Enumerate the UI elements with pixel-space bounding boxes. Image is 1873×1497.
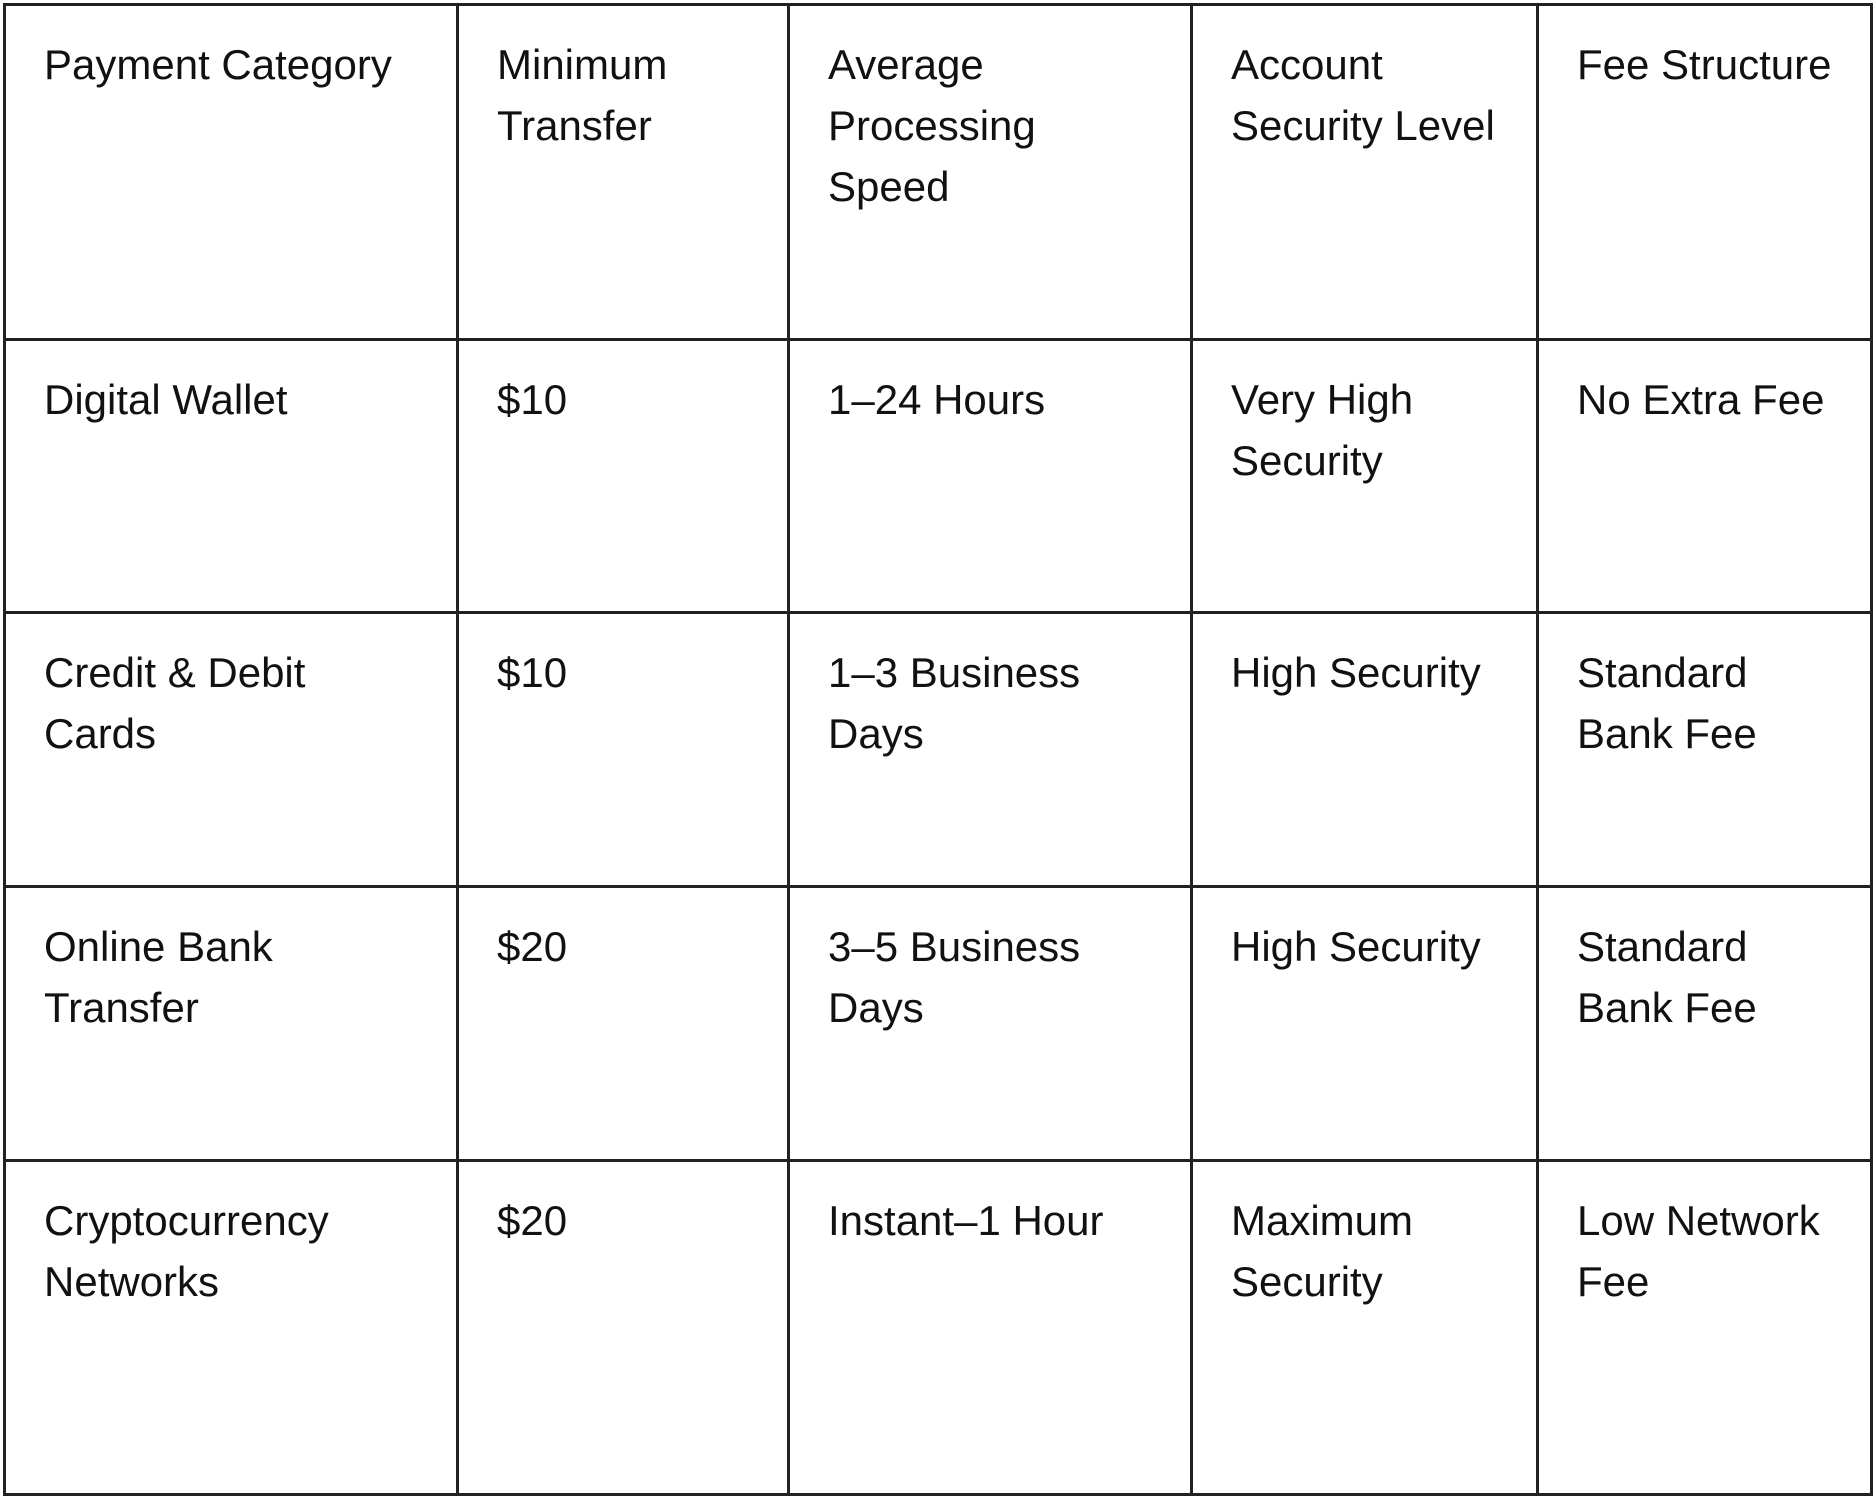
cell-security-level: Maximum Security <box>1192 1161 1538 1495</box>
header-fee-structure: Fee Structure <box>1538 5 1872 340</box>
cell-fee-structure: Standard Bank Fee <box>1538 887 1872 1161</box>
header-average-processing-speed: Average Processing Speed <box>789 5 1192 340</box>
cell-processing-speed: 1–3 Business Days <box>789 613 1192 887</box>
cell-processing-speed: Instant–1 Hour <box>789 1161 1192 1495</box>
cell-fee-structure: Standard Bank Fee <box>1538 613 1872 887</box>
payment-methods-table <box>3 3 1873 1496</box>
header-payment-category: Payment Category <box>5 5 458 340</box>
cell-minimum-transfer: $10 <box>458 340 789 613</box>
cell-fee-structure: No Extra Fee <box>1538 340 1872 613</box>
cell-payment-category: Digital Wallet <box>5 340 458 613</box>
header-minimum-transfer: Minimum Transfer <box>458 5 789 340</box>
cell-minimum-transfer: $20 <box>458 1161 789 1495</box>
cell-security-level: High Security <box>1192 613 1538 887</box>
cell-security-level: Very High Security <box>1192 340 1538 613</box>
cell-payment-category: Online Bank Transfer <box>5 887 458 1161</box>
header-account-security-level: Account Security Level <box>1192 5 1538 340</box>
cell-security-level: High Security <box>1192 887 1538 1161</box>
cell-payment-category: Credit & Debit Cards <box>5 613 458 887</box>
cell-fee-structure: Low Network Fee <box>1538 1161 1872 1495</box>
table-header-row <box>5 5 1872 340</box>
table-row <box>5 1161 1872 1495</box>
table-row <box>5 340 1872 613</box>
cell-minimum-transfer: $10 <box>458 613 789 887</box>
cell-processing-speed: 1–24 Hours <box>789 340 1192 613</box>
table-row <box>5 887 1872 1161</box>
cell-payment-category: Cryptocurrency Networks <box>5 1161 458 1495</box>
cell-minimum-transfer: $20 <box>458 887 789 1161</box>
table-row <box>5 613 1872 887</box>
cell-processing-speed: 3–5 Business Days <box>789 887 1192 1161</box>
